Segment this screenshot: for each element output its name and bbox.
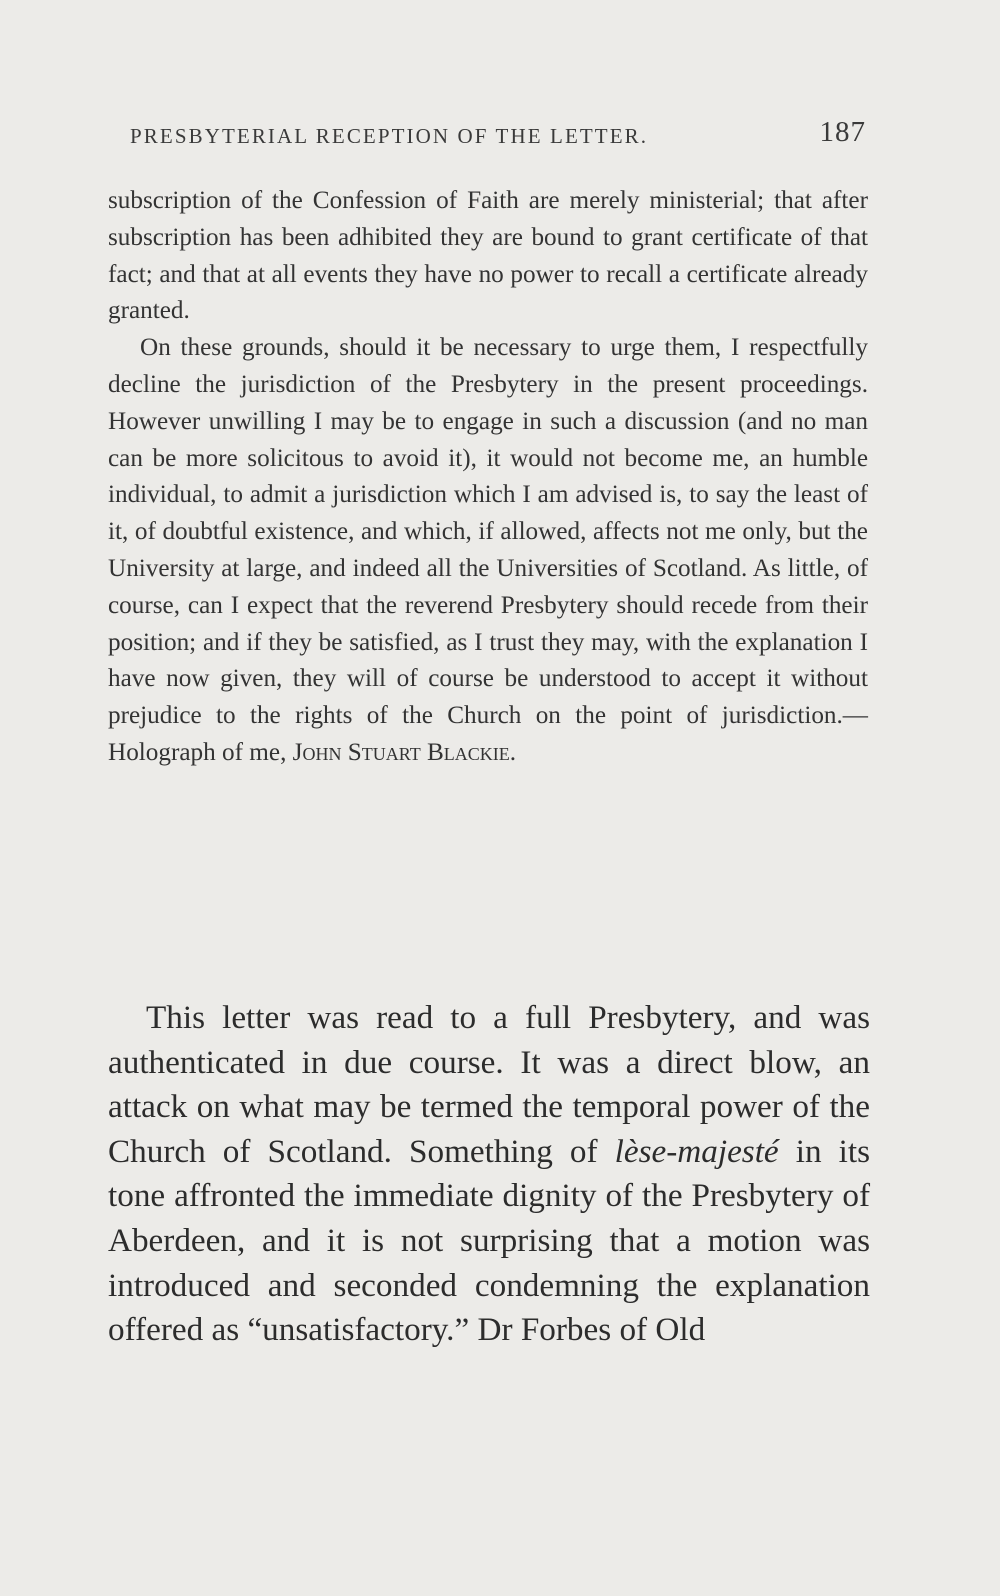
body-text-part2: in its tone affronted the immediate dignity of the Presbytery of Aberdeen, and it is not surprising that a motion was introduced and seconded condemning the explanation offered as “unsatisfactory.” Dr Forbes of Old [108,1132,870,1349]
body-text-part1: This letter was read to a full Presbytery, and was authenticated in due course. It was a direct blow, an attack on what may be termed the temporal power of the Church of Scotland. Something of [108,999,870,1170]
body-paragraph [108,996,870,1353]
letter-signature: John Stuart Blackie. [292,738,517,766]
quoted-letter [108,183,868,772]
italic-phrase: lèse-majesté [614,1132,779,1170]
letter-paragraph-closing [108,330,868,772]
letter-paragraph-text: On these grounds, should it be necessary to urge them, I respectfully decline the jurisdiction of the Presbytery in the present proceedings. However unwilling I may be to engage in such a discussion (and no man can be more solicitous to avoid it), it would not become me, an humble individual, to admit a jurisdiction which I am advised is, to say the least of it, of doubtful existence, and which, if allowed, affects not me only, but the University at large, and indeed all the Universities of Scotland. As little, of course, can I expect that the reverend Presbytery should recede from their position; and if they be satisfied, as I trust they may, with the explanation I have now given, they will of course be understood to accept it without prejudice to the rights of the Church on the point of jurisdiction.—Holograph of me, [108,334,868,766]
page-header [120,116,866,156]
running-head: PRESBYTERIAL RECEPTION OF THE LETTER. [130,124,649,148]
body-text [108,996,870,1353]
page-number: 187 [819,116,866,148]
letter-paragraph: subscription of the Confession of Faith are merely ministerial; that after subscription has been adhibited they are bound to grant certificate of that fact; and that at all events they have no power to recall a certificate already granted. [108,187,868,325]
